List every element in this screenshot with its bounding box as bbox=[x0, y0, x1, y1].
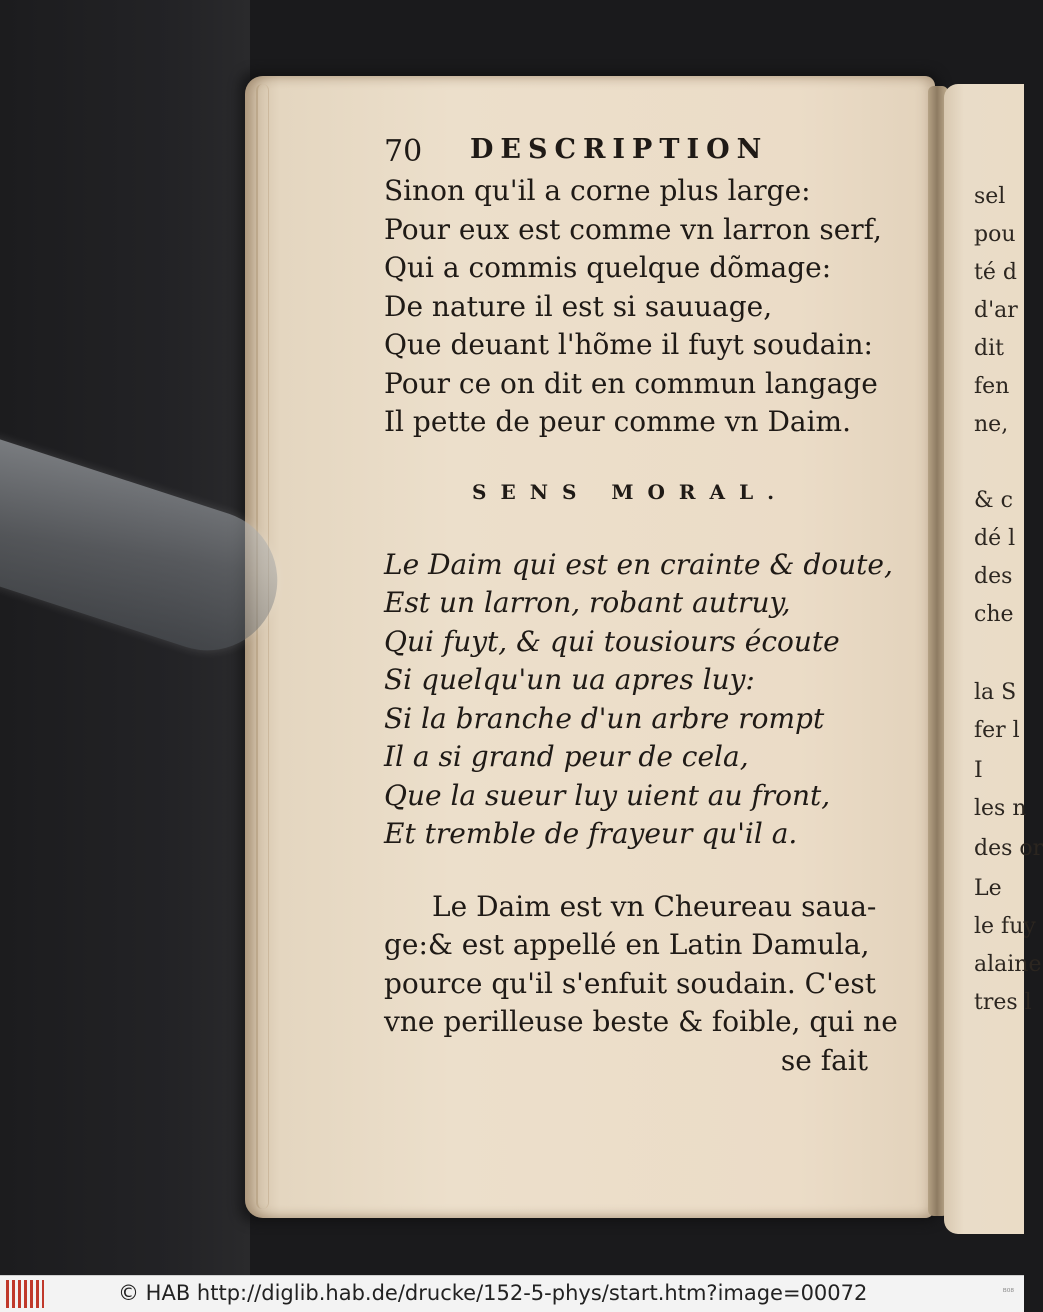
facing-page-fragment: & c bbox=[974, 488, 1013, 513]
facing-page-fragment: che bbox=[974, 602, 1014, 627]
facing-page-fragment: té d bbox=[974, 260, 1017, 285]
facing-page-fragment: Le bbox=[974, 876, 1002, 901]
hab-logo-icon bbox=[6, 1280, 44, 1308]
prose-line: Le Daim est vn Cheureau saua- bbox=[432, 889, 877, 923]
prose-line: pource qu'il s'enfuit soudain. C'est bbox=[384, 966, 876, 1000]
moral-line: Qui fuyt, & qui tousiours écoute bbox=[384, 624, 840, 658]
moral-line: Le Daim qui est en crainte & doute, bbox=[384, 547, 893, 581]
facing-page-fragment: I bbox=[974, 758, 983, 783]
facing-page-fragment: dé l bbox=[974, 526, 1016, 551]
facing-page-fragment: alaine bbox=[974, 952, 1042, 977]
verse-line: Il pette de peur comme vn Daim. bbox=[384, 405, 852, 438]
verse-stanza bbox=[384, 172, 904, 442]
moral-stanza bbox=[384, 546, 904, 854]
facing-page-fragment: fer l bbox=[974, 718, 1020, 743]
verse-line: Que deuant l'hõme il fuyt soudain: bbox=[384, 328, 873, 361]
moral-line: Et tremble de frayeur qu'il a. bbox=[384, 817, 798, 850]
page-header bbox=[384, 134, 904, 172]
verse-line: Qui a commis quelque dõmage: bbox=[384, 251, 832, 284]
moral-line: Si quelqu'un ua apres luy: bbox=[384, 663, 755, 696]
footer-code: ᴮ⁰⁸ bbox=[1002, 1288, 1014, 1298]
facing-page-fragment: la S bbox=[974, 680, 1017, 705]
facing-page-fragment: dit bbox=[974, 336, 1004, 361]
moral-line: Est un larron, robant autruy, bbox=[384, 586, 791, 619]
facing-page-fragment: des or bbox=[974, 836, 1043, 861]
moral-line: Si la branche d'un arbre rompt bbox=[384, 701, 825, 735]
facing-page-fragment: sel bbox=[974, 184, 1006, 209]
facing-page-fragment: des bbox=[974, 564, 1013, 589]
facing-page-fragment: ne, bbox=[974, 412, 1009, 437]
section-heading: SENS MORAL. bbox=[472, 479, 789, 504]
running-title: DESCRIPTION bbox=[470, 134, 769, 165]
verse-line: Sinon qu'il a corne plus large: bbox=[384, 174, 811, 207]
page-number: 70 bbox=[384, 134, 423, 169]
prose-line: vne perilleuse beste & foible, qui ne bbox=[384, 1005, 898, 1038]
source-credit: © HAB http://diglib.hab.de/drucke/152-5-phys/start.htm?image=00072 bbox=[118, 1281, 868, 1305]
facing-page-fragment: tres l bbox=[974, 990, 1032, 1015]
catchword: se fait bbox=[780, 1043, 868, 1077]
page-text bbox=[384, 134, 904, 1080]
moral-line: Que la sueur luy uient au front, bbox=[384, 778, 831, 812]
facing-page-fragment: pou bbox=[974, 222, 1016, 247]
verse-line: Pour ce on dit en commun langage bbox=[384, 366, 878, 400]
viewer-footer bbox=[0, 1275, 1024, 1312]
facing-page-fragment: les n bbox=[974, 796, 1027, 821]
moral-line: Il a si grand peur de cela, bbox=[384, 740, 749, 773]
verse-line: Pour eux est comme vn larron serf, bbox=[384, 212, 882, 246]
facing-page bbox=[944, 84, 1043, 1234]
page-edge bbox=[256, 84, 269, 1209]
prose-line: ge:& est appellé en Latin Damula, bbox=[384, 928, 870, 961]
verse-line: De nature il est si sauuage, bbox=[384, 289, 773, 323]
facing-page-fragment: le fuy bbox=[974, 914, 1036, 939]
prose-paragraph bbox=[384, 888, 904, 1081]
facing-page-fragment: d'ar bbox=[974, 298, 1018, 323]
facing-page-fragment: fen bbox=[974, 374, 1010, 399]
